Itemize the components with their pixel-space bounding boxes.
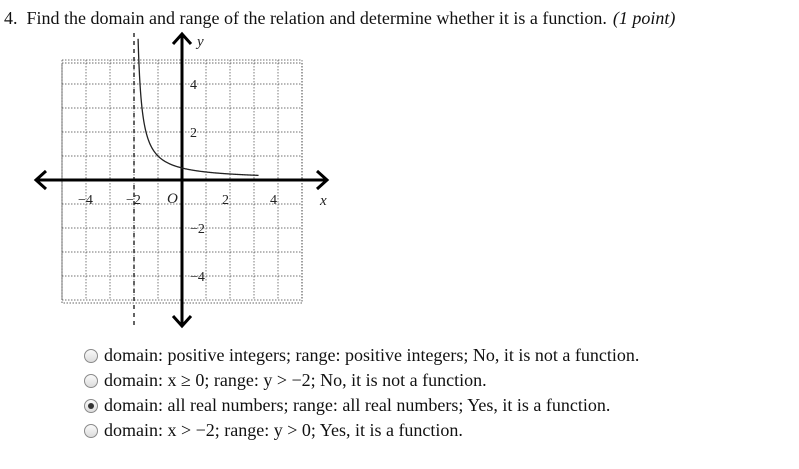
radio-button[interactable] bbox=[84, 374, 98, 388]
radio-button[interactable] bbox=[84, 399, 98, 413]
question-prompt bbox=[4, 8, 675, 29]
y-tick-label: 2 bbox=[190, 126, 197, 141]
answer-option-label: domain: all real numbers; range: all real numbers; Yes, it is a function. bbox=[104, 395, 611, 415]
x-tick-label: 4 bbox=[270, 193, 277, 208]
question-points: (1 point) bbox=[612, 8, 676, 28]
x-tick-label: −2 bbox=[126, 193, 141, 208]
x-tick-label: −4 bbox=[78, 193, 93, 208]
answer-option-3[interactable] bbox=[84, 393, 639, 418]
y-axis-label: y bbox=[197, 34, 204, 50]
question-number: 4. bbox=[4, 8, 18, 28]
coordinate-graph bbox=[30, 28, 340, 333]
function-curve bbox=[138, 39, 258, 176]
answer-option-label: domain: x ≥ 0; range: y > −2; No, it is not a function. bbox=[104, 370, 487, 390]
question-text: Find the domain and range of the relation and determine whether it is a function. bbox=[26, 8, 607, 28]
radio-button[interactable] bbox=[84, 424, 98, 438]
x-axis-label: x bbox=[320, 193, 327, 209]
origin-label: O bbox=[167, 191, 178, 207]
answer-option-1[interactable] bbox=[84, 343, 639, 368]
answer-option-label: domain: positive integers; range: positive integers; No, it is not a function. bbox=[104, 345, 640, 365]
x-tick-label: 2 bbox=[222, 193, 229, 208]
answer-option-4[interactable] bbox=[84, 418, 639, 443]
y-tick-label: 4 bbox=[190, 78, 197, 93]
y-tick-label: −2 bbox=[190, 222, 205, 237]
answer-option-label: domain: x > −2; range: y > 0; Yes, it is a function. bbox=[104, 420, 463, 440]
answer-options bbox=[84, 343, 639, 443]
answer-option-2[interactable] bbox=[84, 368, 639, 393]
y-tick-label: −4 bbox=[190, 270, 205, 285]
radio-button[interactable] bbox=[84, 349, 98, 363]
